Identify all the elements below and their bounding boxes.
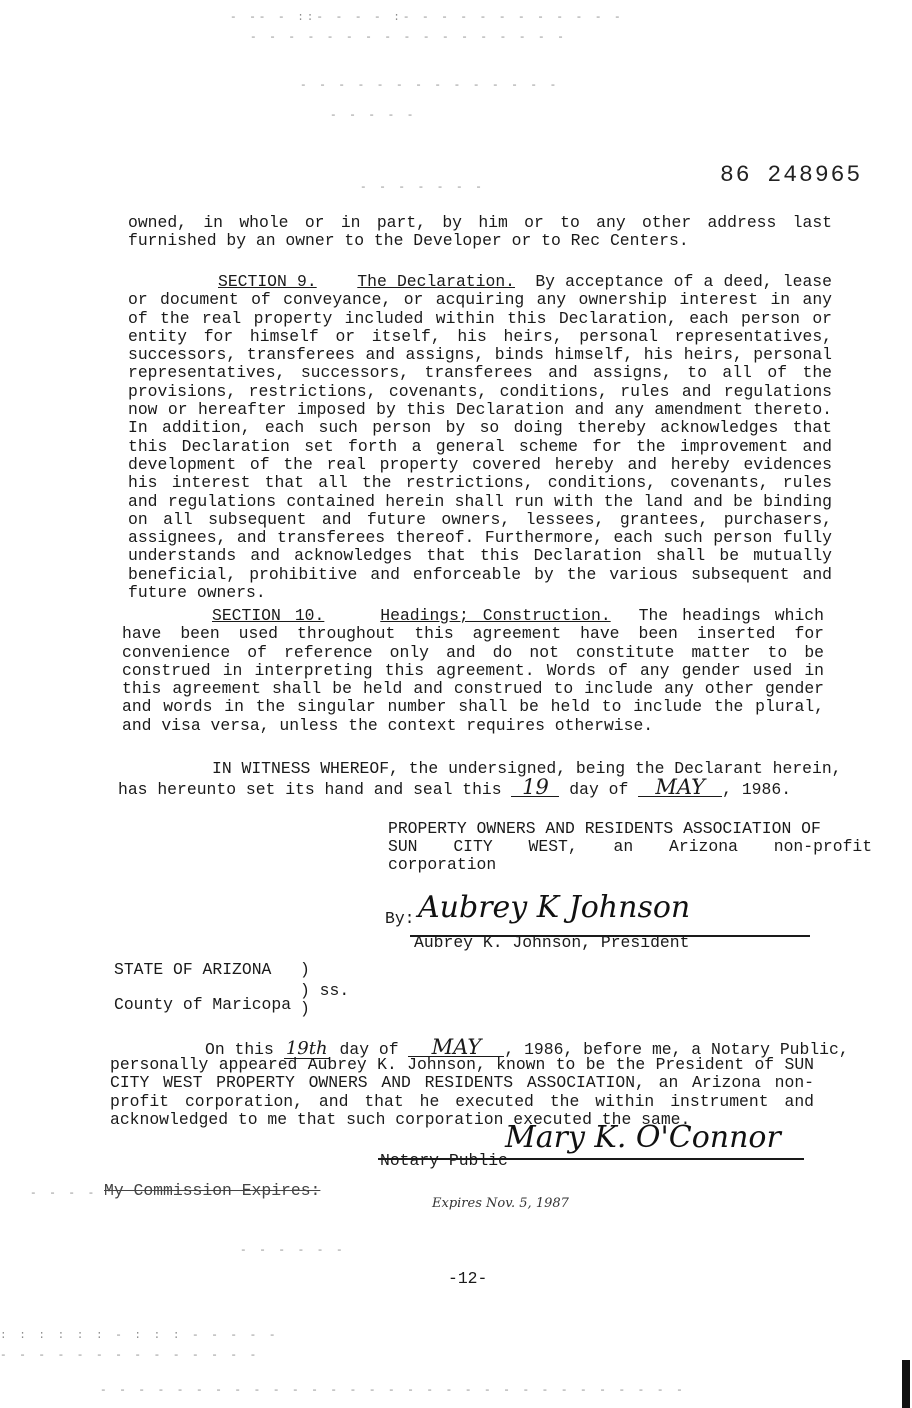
- notary-body: personally appeared Aubrey K. Johnson, known to be the President of SUN CITY WEST PROPERTY OWNERS AND RESIDENTS ASSOCIATION, an Arizona non-profit corporation, and that he executed the within instrument and acknowledged to me that such corporation executed the same.: [110, 1055, 814, 1129]
- section-9-heading: SECTION 9.: [218, 272, 317, 291]
- declarant-name-2: SUN CITY WEST, an Arizona non-profit: [388, 837, 873, 856]
- witness-day-of: day of: [569, 780, 629, 799]
- witness-year: , 1986.: [722, 780, 792, 799]
- venue-bracket-1: ): [300, 960, 310, 979]
- scan-noise-top-2: - - - - - - - - - - - - - - - - -: [250, 32, 567, 44]
- notary-label: Notary Public: [380, 1151, 508, 1170]
- section-10: [122, 607, 824, 735]
- scan-noise-top-5: - - - - - - -: [360, 182, 485, 194]
- notary-rest-line-1: , 1986, before me, a Notary Public,: [504, 1040, 849, 1059]
- venue-state: STATE OF ARIZONA: [114, 960, 272, 979]
- page-number: -12-: [448, 1269, 488, 1288]
- by-label: By:: [385, 909, 415, 928]
- witness-line-1: IN WITNESS WHEREOF, the undersigned, being the Declarant herein,: [212, 759, 842, 778]
- section-10-body: The headings which have been used throughout this agreement have been inserted for convenience of reference only and do not constitute matter to be construed in interpreting this agreement. Words of any gender used in this agreement shall be held and construed to include any other gender and words in the singular number shall be held to include the plural, and visa versa, unless the context requires otherwise.: [122, 606, 824, 735]
- notary-on-this: On this: [205, 1040, 274, 1059]
- scan-noise-mid: - - - -: [30, 1188, 98, 1200]
- scan-noise-top-4: - - - - -: [330, 110, 417, 122]
- section-10-title: Headings; Construction.: [380, 606, 611, 625]
- venue-bracket-2: ): [300, 999, 310, 1018]
- declarant-name-1: PROPERTY OWNERS AND RESIDENTS ASSOCIATION OF: [388, 819, 821, 838]
- commission-value: Expires Nov. 5, 1987: [432, 1196, 569, 1211]
- notary-day: 19th: [284, 1040, 330, 1059]
- commission-label: My Commission Expires:: [104, 1181, 321, 1200]
- scan-noise-top: - -- - ::- - - - :- - - - - - - - - - - -: [230, 12, 624, 24]
- scan-noise-bottom-3: - - - - - - - - - - - - - - - - - - - - - - - - - - - - - - -: [100, 1385, 686, 1397]
- section-10-heading: SECTION 10.: [212, 606, 325, 625]
- declarant-signer: Aubrey K. Johnson, President: [414, 933, 690, 952]
- scan-noise-bottom-2: - - - - - - - - - - - - - -: [0, 1350, 260, 1362]
- witness-line-2: [118, 775, 792, 799]
- scan-edge-mark: [902, 1360, 910, 1408]
- section-9-body: By acceptance of a deed, lease or document of conveyance, or acquiring any ownership interest in any of the real property included within this Declaration, each person or entity for himself or itself, his heirs, personal representatives, successors, transferees and assigns, binds himself, his heirs, personal representatives, successors, transferees and assigns, to all of the provisions, restrictions, covenants, conditions, rules and regulations now or hereafter imposed by this Declaration and any amendment thereto. In addition, each such person by so doing thereby acknowledges that this Declaration set forth a general scheme for the improvement and development of the real property covered hereby and hereby evidences his interest that all the restrictions, conditions, covenants, rules and regulations contained herein shall run with the land and be binding on all subsequent and future owners, lessees, grantees, purchasers, assignees, and transferees thereof. Furthermore, each such person fully understands and acknowledges that this Declaration shall be mutually beneficial, prohibitive and enforceable by the various subsequent and future owners.: [128, 272, 832, 603]
- notary-month: MAY: [408, 1038, 504, 1057]
- witness-day: 19: [511, 778, 559, 797]
- declarant-name-3: corporation: [388, 855, 497, 874]
- witness-text: has hereunto set its hand and seal this: [118, 780, 502, 799]
- record-number: 86 248965: [720, 162, 863, 188]
- scan-noise-bottom-1: : : : : : : - : : : - - - - -: [0, 1330, 279, 1342]
- witness-month: MAY: [638, 778, 722, 797]
- intro-fragment: owned, in whole or in part, by him or to any other address last furnished by an owner to the Developer or to Rec Centers.: [128, 213, 832, 251]
- venue-ss: ) ss.: [300, 981, 350, 1000]
- notary-signature: Mary K. O'Connor: [505, 1120, 781, 1155]
- venue-county: County of Maricopa: [114, 995, 292, 1014]
- section-9-title: The Declaration.: [357, 272, 515, 291]
- scan-noise-mid-2: - - - - - -: [240, 1245, 346, 1257]
- notary-day-of: day of: [339, 1040, 399, 1059]
- section-9: [128, 273, 832, 602]
- scan-noise-top-3: - - - - - - - - - - - - - -: [300, 80, 560, 92]
- declarant-signature: Aubrey K Johnson: [418, 890, 691, 925]
